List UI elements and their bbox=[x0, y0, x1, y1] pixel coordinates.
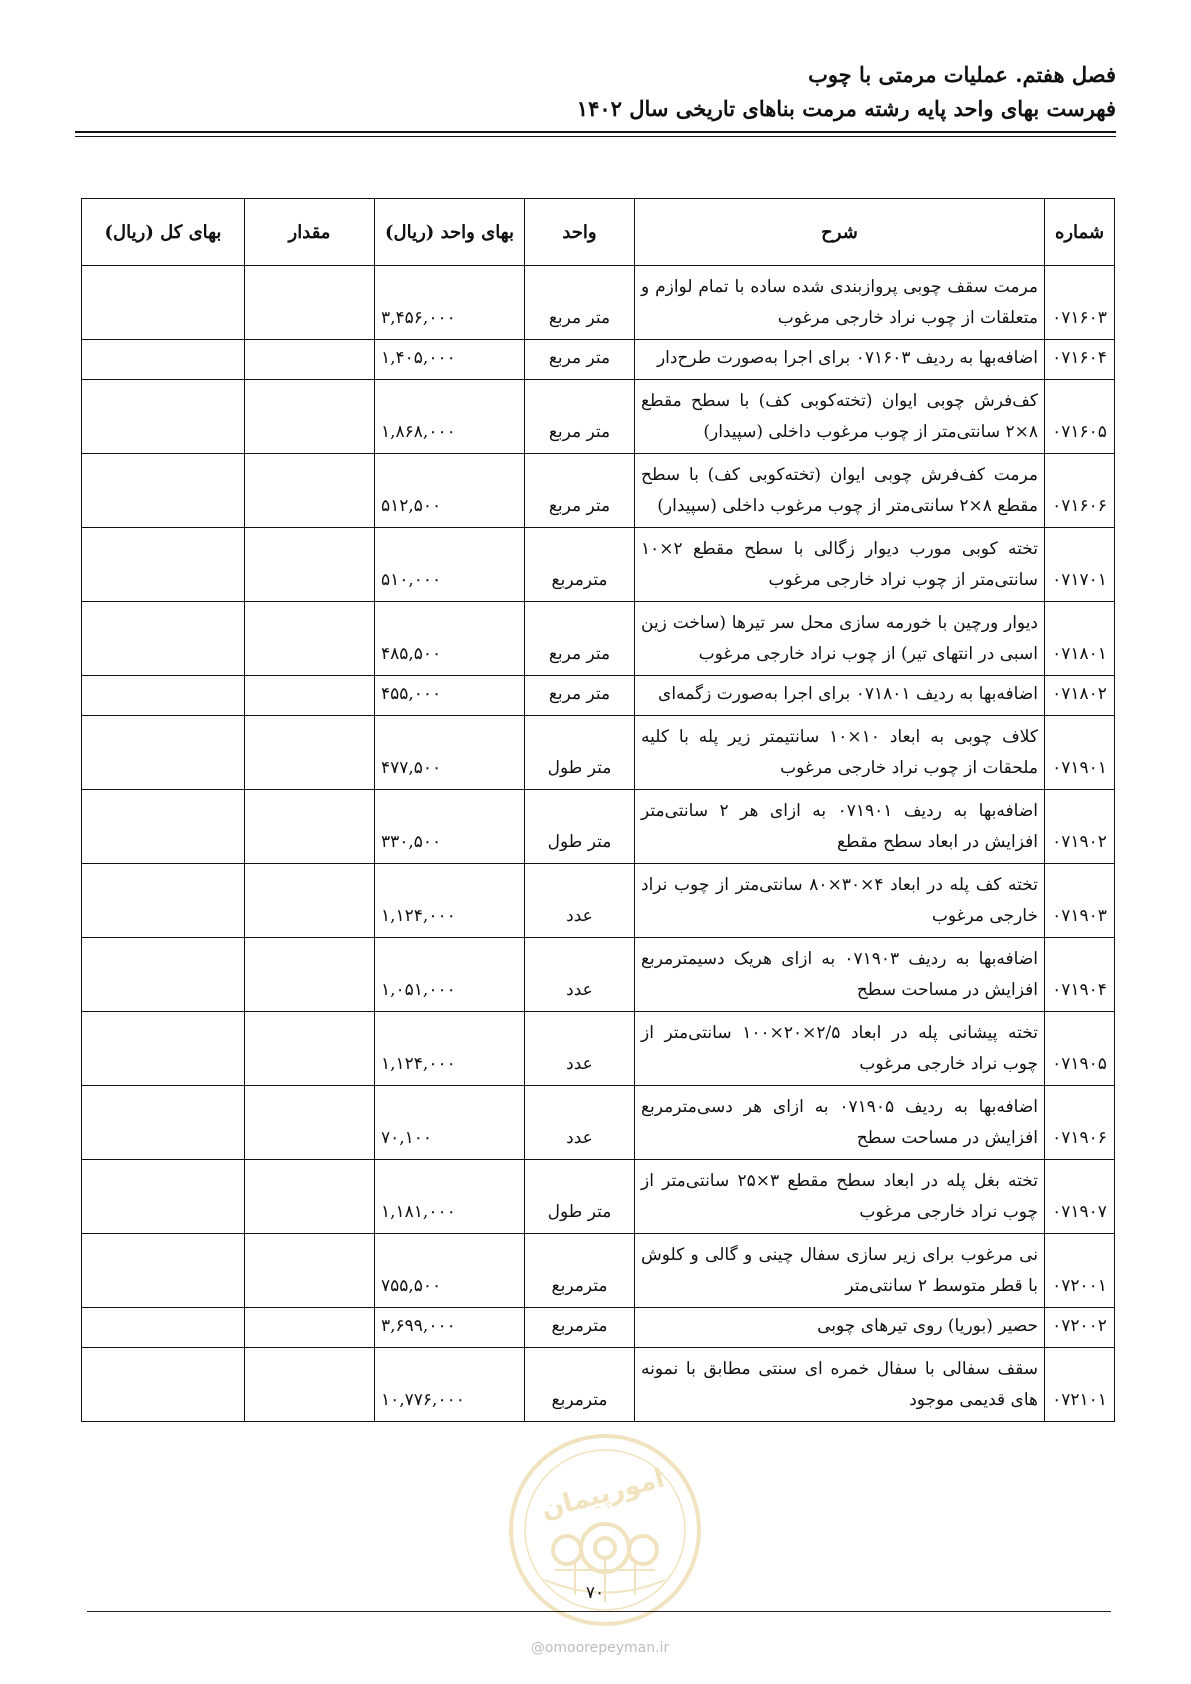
item-unit: مترمربع bbox=[525, 528, 635, 602]
item-total bbox=[82, 1348, 245, 1422]
item-quantity bbox=[245, 1086, 375, 1160]
item-quantity bbox=[245, 938, 375, 1012]
item-total bbox=[82, 938, 245, 1012]
item-unit-price: ۷۰,۱۰۰ bbox=[375, 1086, 525, 1160]
item-quantity bbox=[245, 790, 375, 864]
item-code: ۰۷۱۹۰۳ bbox=[1045, 864, 1115, 938]
item-quantity bbox=[245, 380, 375, 454]
item-code: ۰۷۱۹۰۵ bbox=[1045, 1012, 1115, 1086]
column-header-total: بهای کل (ریال) bbox=[82, 199, 245, 266]
item-unit: مترمربع bbox=[525, 1308, 635, 1348]
table-header-row bbox=[82, 199, 1115, 266]
table-row bbox=[82, 1086, 1115, 1160]
item-code: ۰۷۲۰۰۱ bbox=[1045, 1234, 1115, 1308]
item-code: ۰۷۱۸۰۱ bbox=[1045, 602, 1115, 676]
table-row bbox=[82, 340, 1115, 380]
item-unit: عدد bbox=[525, 1012, 635, 1086]
item-unit-price: ۴۷۷,۵۰۰ bbox=[375, 716, 525, 790]
item-quantity bbox=[245, 864, 375, 938]
table-row bbox=[82, 1308, 1115, 1348]
item-total bbox=[82, 1012, 245, 1086]
item-unit: متر مربع bbox=[525, 380, 635, 454]
item-total bbox=[82, 716, 245, 790]
table-row bbox=[82, 1012, 1115, 1086]
item-quantity bbox=[245, 602, 375, 676]
item-unit-price: ۵۱۰,۰۰۰ bbox=[375, 528, 525, 602]
item-description: تخته کف پله در ابعاد ۴×۳۰×۸۰ سانتی‌متر از چوب نراد خارجی مرغوب bbox=[635, 864, 1045, 938]
item-unit-price: ۵۱۲,۵۰۰ bbox=[375, 454, 525, 528]
table-row bbox=[82, 716, 1115, 790]
item-unit-price: ۱۰,۷۷۶,۰۰۰ bbox=[375, 1348, 525, 1422]
footer-rule bbox=[87, 1611, 1111, 1612]
chapter-title: فصل هفتم. عملیات مرمتی با چوب bbox=[808, 62, 1116, 87]
item-total bbox=[82, 380, 245, 454]
item-unit: متر مربع bbox=[525, 340, 635, 380]
item-unit: متر طول bbox=[525, 790, 635, 864]
item-total bbox=[82, 1234, 245, 1308]
item-unit: عدد bbox=[525, 864, 635, 938]
item-quantity bbox=[245, 340, 375, 380]
item-description: تخته پیشانی پله در ابعاد ۲/۵×۲۰×۱۰۰ سانتی‌متر از چوب نراد خارجی مرغوب bbox=[635, 1012, 1045, 1086]
item-unit-price: ۷۵۵,۵۰۰ bbox=[375, 1234, 525, 1308]
item-code: ۰۷۱۹۰۱ bbox=[1045, 716, 1115, 790]
table-row bbox=[82, 864, 1115, 938]
item-quantity bbox=[245, 1160, 375, 1234]
item-code: ۰۷۲۱۰۱ bbox=[1045, 1348, 1115, 1422]
column-header-code: شماره bbox=[1045, 199, 1115, 266]
item-unit-price: ۴۸۵,۵۰۰ bbox=[375, 602, 525, 676]
item-quantity bbox=[245, 528, 375, 602]
item-total bbox=[82, 528, 245, 602]
item-unit-price: ۱,۸۶۸,۰۰۰ bbox=[375, 380, 525, 454]
item-description: اضافه‌بها به ردیف ۰۷۱۹۰۵ به ازای هر دسی‌مترمربع افزایش در مساحت سطح bbox=[635, 1086, 1045, 1160]
item-total bbox=[82, 602, 245, 676]
website-watermark: @omoorepeyman.ir bbox=[530, 1640, 670, 1656]
item-unit: متر مربع bbox=[525, 454, 635, 528]
table-row bbox=[82, 1348, 1115, 1422]
column-header-quantity: مقدار bbox=[245, 199, 375, 266]
item-quantity bbox=[245, 676, 375, 716]
item-quantity bbox=[245, 716, 375, 790]
table-row bbox=[82, 1234, 1115, 1308]
table-row bbox=[82, 938, 1115, 1012]
item-description: اضافه‌بها به ردیف ۰۷۱۸۰۱ برای اجرا به‌صورت زگمه‌ای bbox=[635, 676, 1045, 716]
table-row bbox=[82, 528, 1115, 602]
item-description: دیوار ورچین با خورمه سازی محل سر تیرها (ساخت زین اسبی در انتهای تیر) از چوب نراد خارجی مرغوب bbox=[635, 602, 1045, 676]
item-code: ۰۷۱۹۰۷ bbox=[1045, 1160, 1115, 1234]
item-description: کف‌فرش چوبی ایوان (تخته‌کوبی کف) با سطح مقطع ۸×۲ سانتی‌متر از چوب مرغوب داخلی (سپیدار) bbox=[635, 380, 1045, 454]
page-header bbox=[76, 60, 1116, 124]
item-description: تخته بغل پله در ابعاد سطح مقطع ۳×۲۵ سانتی‌متر از چوب نراد خارجی مرغوب bbox=[635, 1160, 1045, 1234]
item-description: حصیر (بوریا) روی تیرهای چوبی bbox=[635, 1308, 1045, 1348]
item-total bbox=[82, 1086, 245, 1160]
table-row bbox=[82, 380, 1115, 454]
item-description: اضافه‌بها به ردیف ۰۷۱۶۰۳ برای اجرا به‌صورت طرح‌دار bbox=[635, 340, 1045, 380]
page-number: ۷۰ bbox=[585, 1583, 605, 1603]
item-total bbox=[82, 676, 245, 716]
table-row bbox=[82, 266, 1115, 340]
price-list-table bbox=[81, 198, 1115, 1422]
item-unit: عدد bbox=[525, 1086, 635, 1160]
header-rule-thin bbox=[75, 136, 1116, 137]
item-code: ۰۷۱۶۰۵ bbox=[1045, 380, 1115, 454]
item-code: ۰۷۱۹۰۶ bbox=[1045, 1086, 1115, 1160]
item-code: ۰۷۱۶۰۴ bbox=[1045, 340, 1115, 380]
item-unit-price: ۳,۴۵۶,۰۰۰ bbox=[375, 266, 525, 340]
item-code: ۰۷۲۰۰۲ bbox=[1045, 1308, 1115, 1348]
item-unit: مترمربع bbox=[525, 1234, 635, 1308]
item-unit-price: ۱,۱۲۴,۰۰۰ bbox=[375, 1012, 525, 1086]
item-total bbox=[82, 266, 245, 340]
item-unit: متر مربع bbox=[525, 676, 635, 716]
item-description: مرمت سقف چوبی پروازبندی شده ساده با تمام لوازم و متعلقات از چوب نراد خارجی مرغوب bbox=[635, 266, 1045, 340]
item-quantity bbox=[245, 1012, 375, 1086]
item-unit: متر مربع bbox=[525, 266, 635, 340]
item-code: ۰۷۱۶۰۶ bbox=[1045, 454, 1115, 528]
item-description: سقف سفالی با سفال خمره ای سنتی مطابق با نمونه های قدیمی موجود bbox=[635, 1348, 1045, 1422]
column-header-description: شرح bbox=[635, 199, 1045, 266]
header-rule-thick bbox=[75, 131, 1116, 133]
item-total bbox=[82, 864, 245, 938]
item-unit: متر طول bbox=[525, 1160, 635, 1234]
item-code: ۰۷۱۶۰۳ bbox=[1045, 266, 1115, 340]
item-total bbox=[82, 790, 245, 864]
table-row bbox=[82, 602, 1115, 676]
item-description: تخته کوبی مورب دیوار زگالی با سطح مقطع ۲×۱۰ سانتی‌متر از چوب نراد خارجی مرغوب bbox=[635, 528, 1045, 602]
item-total bbox=[82, 1160, 245, 1234]
table-row bbox=[82, 454, 1115, 528]
item-code: ۰۷۱۹۰۲ bbox=[1045, 790, 1115, 864]
item-description: نی مرغوب برای زیر سازی سفال چینی و گالی و کلوش با قطر متوسط ۲ سانتی‌متر bbox=[635, 1234, 1045, 1308]
item-quantity bbox=[245, 1348, 375, 1422]
item-unit-price: ۱,۴۰۵,۰۰۰ bbox=[375, 340, 525, 380]
item-total bbox=[82, 340, 245, 380]
table-row bbox=[82, 790, 1115, 864]
item-unit: عدد bbox=[525, 938, 635, 1012]
seal-text: امورپیمان bbox=[538, 1463, 668, 1526]
item-unit-price: ۳۳۰,۵۰۰ bbox=[375, 790, 525, 864]
item-code: ۰۷۱۹۰۴ bbox=[1045, 938, 1115, 1012]
item-quantity bbox=[245, 266, 375, 340]
item-code: ۰۷۱۷۰۱ bbox=[1045, 528, 1115, 602]
item-total bbox=[82, 1308, 245, 1348]
table-row bbox=[82, 1160, 1115, 1234]
item-description: اضافه‌بها به ردیف ۰۷۱۹۰۳ به ازای هریک دسیمترمربع افزایش در مساحت سطح bbox=[635, 938, 1045, 1012]
item-code: ۰۷۱۸۰۲ bbox=[1045, 676, 1115, 716]
item-quantity bbox=[245, 1234, 375, 1308]
item-quantity bbox=[245, 454, 375, 528]
item-unit: متر طول bbox=[525, 716, 635, 790]
item-unit-price: ۱,۰۵۱,۰۰۰ bbox=[375, 938, 525, 1012]
item-unit-price: ۳,۶۹۹,۰۰۰ bbox=[375, 1308, 525, 1348]
item-unit-price: ۴۵۵,۰۰۰ bbox=[375, 676, 525, 716]
item-description: اضافه‌بها به ردیف ۰۷۱۹۰۱ به ازای هر ۲ سانتی‌متر افزایش در ابعاد سطح مقطع bbox=[635, 790, 1045, 864]
item-description: کلاف چوبی به ابعاد ۱۰×۱۰ سانتیمتر زیر پله با کلیه ملحقات از چوب نراد خارجی مرغوب bbox=[635, 716, 1045, 790]
item-unit: مترمربع bbox=[525, 1348, 635, 1422]
item-total bbox=[82, 454, 245, 528]
item-unit-price: ۱,۱۲۴,۰۰۰ bbox=[375, 864, 525, 938]
column-header-unit: واحد bbox=[525, 199, 635, 266]
item-description: مرمت کف‌فرش چوبی ایوان (تخته‌کوبی کف) با سطح مقطع ۸×۲ سانتی‌متر از چوب مرغوب داخلی (سپیدار) bbox=[635, 454, 1045, 528]
item-unit: متر مربع bbox=[525, 602, 635, 676]
column-header-unit-price: بهای واحد (ریال) bbox=[375, 199, 525, 266]
table-row bbox=[82, 676, 1115, 716]
item-unit-price: ۱,۱۸۱,۰۰۰ bbox=[375, 1160, 525, 1234]
document-title: فهرست بهای واحد پایه رشته مرمت بناهای تاریخی سال ۱۴۰۲ bbox=[576, 96, 1116, 121]
item-quantity bbox=[245, 1308, 375, 1348]
